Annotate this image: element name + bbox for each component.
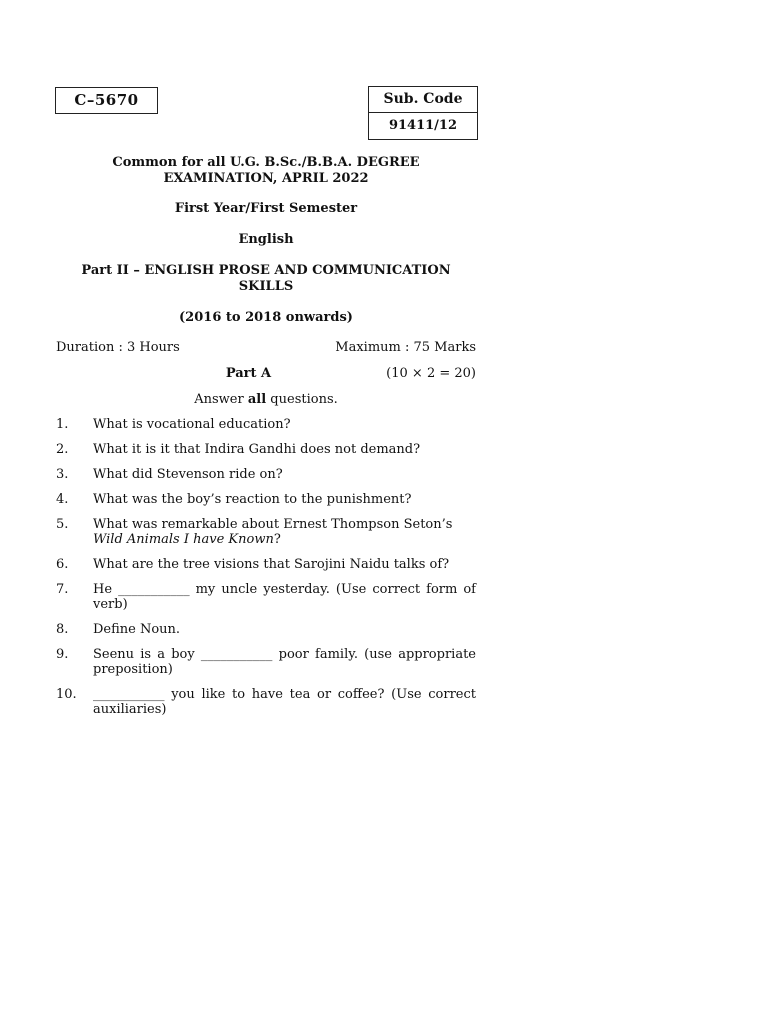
part-title	[56, 263, 476, 295]
part-a-header	[56, 366, 476, 382]
sub-code-label: Sub. Code	[369, 87, 477, 113]
exam-title-line2: EXAMINATION, APRIL 2022	[163, 171, 369, 186]
question-number: 2.	[56, 442, 69, 457]
year-semester: First Year/First Semester	[174, 201, 358, 216]
question-text: ___________ you like to have tea or coffee? (Use correct auxiliaries)	[93, 687, 476, 717]
question-item	[56, 442, 476, 457]
question-list	[56, 417, 476, 727]
part-a-label: Part A	[225, 366, 272, 381]
question-text: Define Noun.	[93, 622, 181, 637]
part-a-instruction: Answer all questions.	[194, 392, 338, 407]
question-item	[56, 687, 476, 717]
question-text: What was the boy’s reaction to the punishment?	[93, 492, 412, 507]
question-text: What it is it that Indira Gandhi does not demand?	[93, 442, 421, 457]
question-item	[56, 622, 476, 637]
question-item	[56, 517, 476, 547]
question-number: 1.	[56, 417, 69, 432]
part-title-line1: Part II – ENGLISH PROSE AND COMMUNICATION	[81, 263, 451, 278]
maximum-marks: Maximum : 75 Marks	[335, 340, 476, 355]
question-item	[56, 557, 476, 572]
question-text: What did Stevenson ride on?	[93, 467, 283, 482]
question-number: 3.	[56, 467, 69, 482]
question-text: He ___________ my uncle yesterday. (Use correct form of verb)	[93, 582, 476, 612]
question-item	[56, 582, 476, 612]
exam-title-line1: Common for all U.G. B.Sc./B.B.A. DEGREE	[112, 155, 420, 170]
batch-years: (2016 to 2018 onwards)	[179, 310, 353, 325]
subject-name: English	[238, 232, 294, 247]
question-item	[56, 647, 476, 677]
sub-code-value: 91411/12	[388, 118, 458, 133]
question-text: Seenu is a boy ___________ poor family. (use appropriate preposition)	[93, 647, 476, 677]
question-number: 5.	[56, 517, 69, 532]
part-a-marks: (10 × 2 = 20)	[386, 366, 476, 381]
question-text: What was remarkable about Ernest Thompson Seton’s Wild Animals I have Known?	[93, 517, 453, 547]
paper-code: C–5670	[74, 91, 139, 109]
paper-code-box	[55, 87, 158, 114]
question-number: 6.	[56, 557, 69, 572]
question-number: 9.	[56, 647, 69, 662]
sub-code-box	[368, 86, 478, 140]
question-number: 8.	[56, 622, 69, 637]
part-title-line2: SKILLS	[238, 279, 294, 294]
question-number: 10.	[56, 687, 77, 702]
instruction-emphasis: all	[247, 392, 267, 407]
question-item	[56, 417, 476, 432]
question-item	[56, 492, 476, 507]
exam-title	[56, 155, 476, 187]
book-title: Wild Animals I have Known	[93, 532, 274, 547]
duration: Duration : 3 Hours	[56, 340, 180, 355]
question-text: What are the tree visions that Sarojini Naidu talks of?	[93, 557, 450, 572]
question-item	[56, 467, 476, 482]
question-number: 4.	[56, 492, 69, 507]
question-number: 7.	[56, 582, 69, 597]
question-text: What is vocational education?	[93, 417, 291, 432]
